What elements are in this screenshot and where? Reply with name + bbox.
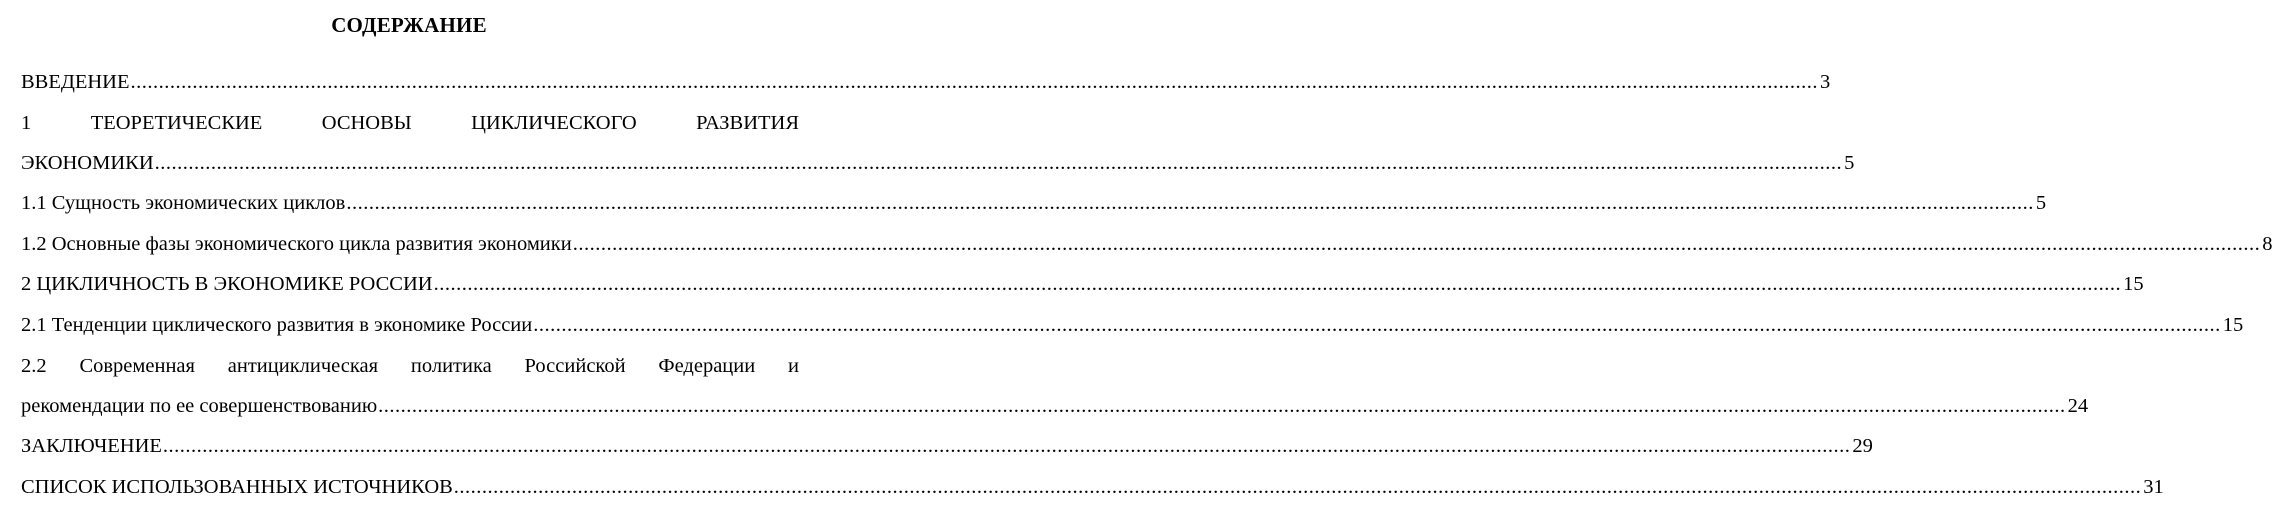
toc-entry-text: 1 ТЕОРЕТИЧЕСКИЕ ОСНОВЫ ЦИКЛИЧЕСКОГО РАЗВИТИЯ xyxy=(21,111,799,134)
dot-leader: ............................................................................................................................................................................................................................................................................................................ xyxy=(533,313,2221,336)
toc-title: СОДЕРЖАНИЕ xyxy=(331,13,487,37)
toc-entry-text: СПИСОК ИСПОЛЬЗОВАННЫХ ИСТОЧНИКОВ xyxy=(21,475,453,498)
toc-page-number: 31 xyxy=(2143,475,2164,498)
toc-entry-2-2-line2 xyxy=(21,386,2089,427)
toc-page-number: 15 xyxy=(2123,273,2144,296)
toc-entry-text: ВВЕДЕНИЕ xyxy=(21,70,130,93)
toc-page-number: 5 xyxy=(1844,151,1855,174)
toc-entry-text: 1.1 Сущность экономических циклов xyxy=(21,192,346,215)
toc-page-number: 24 xyxy=(2067,394,2089,417)
toc-page-number: 15 xyxy=(2222,313,2244,336)
toc-entry-1-2 xyxy=(21,224,2272,265)
dot-leader: ............................................................................................................................................................................................................................................................................................................ xyxy=(433,273,2122,296)
toc-entry-introduction xyxy=(21,62,1831,103)
dot-leader: ............................................................................................................................................................................................................................................................................................................ xyxy=(378,394,2066,417)
toc-entry-conclusion xyxy=(21,427,1873,468)
dot-leader: ............................................................................................................................................................................................................................................................................................................ xyxy=(130,70,1819,93)
toc-entry-text: ЗАКЛЮЧЕНИЕ xyxy=(21,435,162,458)
toc-page-number: 3 xyxy=(1820,70,1831,93)
toc-entry-text: рекомендации по ее совершенствованию xyxy=(21,394,378,417)
dot-leader: ............................................................................................................................................................................................................................................................................................................ xyxy=(162,435,1851,458)
toc-page-number: 29 xyxy=(1852,435,1873,458)
toc-entry-2-1 xyxy=(21,305,2244,346)
toc-page-number: 8 xyxy=(2262,232,2272,255)
toc-entry-references xyxy=(21,467,2164,508)
toc-entry-chapter2 xyxy=(21,265,2144,306)
toc-entry-2-2-line1 xyxy=(21,346,799,387)
toc-entry-chapter1-line1 xyxy=(21,103,799,144)
toc-entry-text: 2.1 Тенденции циклического развития в экономике России xyxy=(21,313,533,336)
dot-leader: ............................................................................................................................................................................................................................................................................................................ xyxy=(154,151,1843,174)
toc-entry-text: 2.2 Современная антициклическая политика Российской Федерации и xyxy=(21,354,799,377)
toc-entry-1-1 xyxy=(21,184,2047,225)
dot-leader: ............................................................................................................................................................................................................................................................................................................ xyxy=(346,192,2034,215)
toc-page-number: 5 xyxy=(2035,192,2047,215)
table-of-contents xyxy=(21,62,2272,508)
dot-leader: ............................................................................................................................................................................................................................................................................................................ xyxy=(453,475,2142,498)
toc-entry-chapter1-line2 xyxy=(21,143,1855,184)
toc-entry-text: 2 ЦИКЛИЧНОСТЬ В ЭКОНОМИКЕ РОССИИ xyxy=(21,273,433,296)
toc-entry-text: 1.2 Основные фазы экономического цикла развития экономики xyxy=(21,232,572,255)
toc-entry-text: ЭКОНОМИКИ xyxy=(21,151,154,174)
dot-leader: ............................................................................................................................................................................................................................................................................................................ xyxy=(572,232,2261,255)
